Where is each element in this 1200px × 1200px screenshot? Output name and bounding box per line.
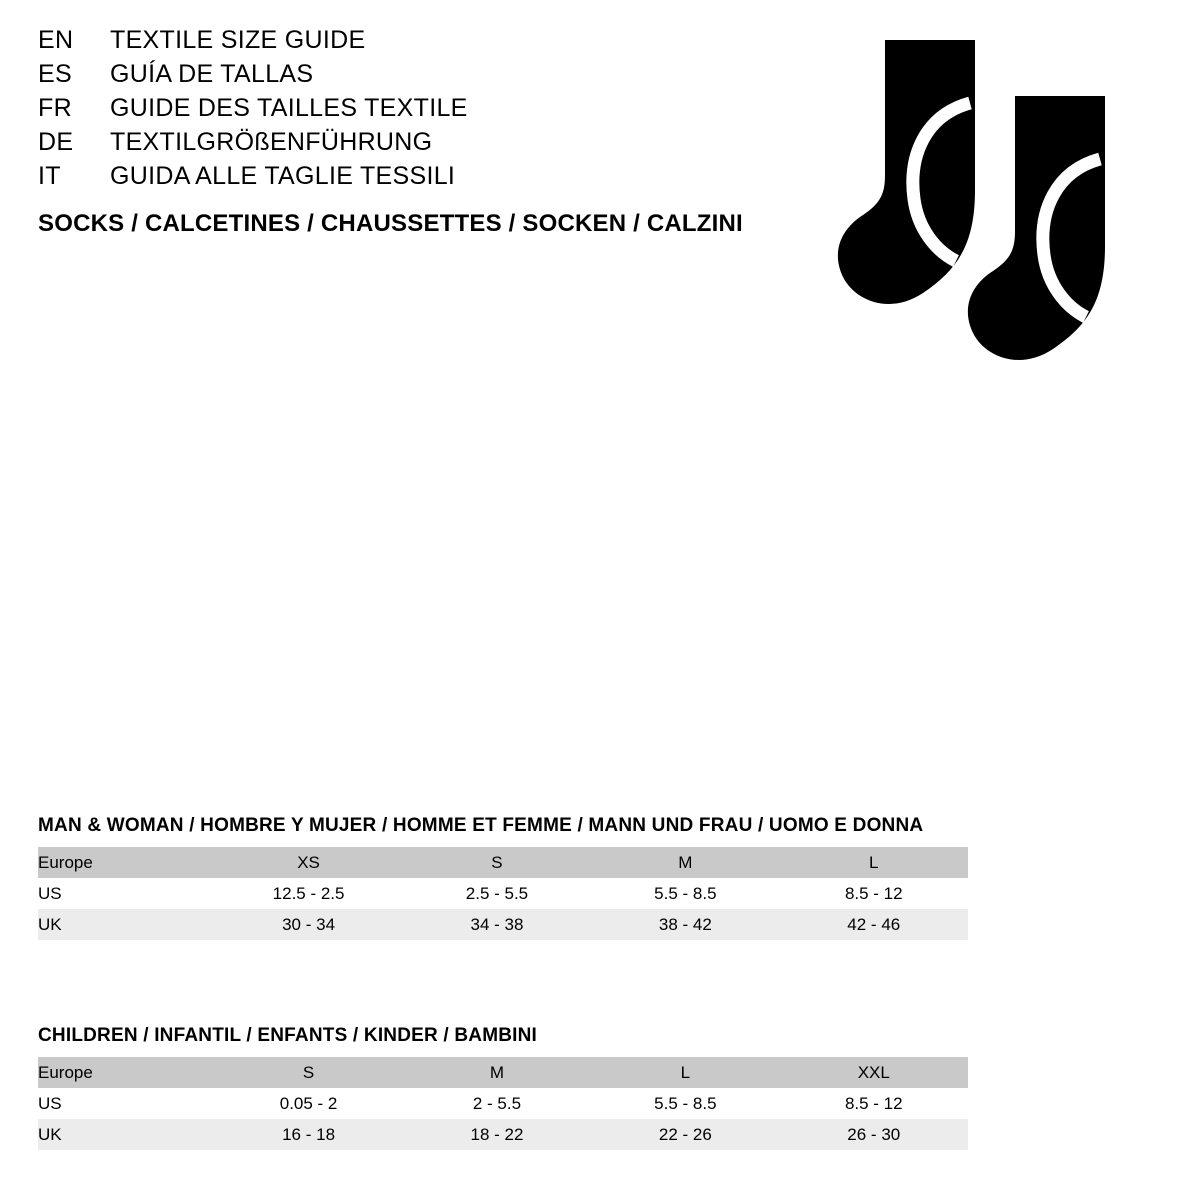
row-label: US bbox=[38, 1088, 214, 1119]
table-cell: S bbox=[214, 1057, 402, 1088]
table-cell: 12.5 - 2.5 bbox=[214, 878, 402, 909]
language-row bbox=[38, 164, 758, 189]
table-cell: 22 - 26 bbox=[591, 1119, 779, 1150]
language-text: TEXTILGRÖßENFÜHRUNG bbox=[110, 128, 433, 156]
table-cell: L bbox=[780, 847, 968, 878]
table-cell: 2 - 5.5 bbox=[403, 1088, 591, 1119]
table-cell: 8.5 - 12 bbox=[780, 878, 968, 909]
table-row bbox=[38, 1057, 968, 1088]
language-code: FR bbox=[38, 94, 72, 122]
table-cell: 0.05 - 2 bbox=[214, 1088, 402, 1119]
row-label: Europe bbox=[38, 847, 214, 878]
children-size-table bbox=[38, 1057, 968, 1150]
language-row bbox=[38, 62, 758, 87]
table-cell: 5.5 - 8.5 bbox=[591, 878, 779, 909]
table-cell: 2.5 - 5.5 bbox=[403, 878, 591, 909]
language-code: DE bbox=[38, 128, 74, 156]
table-cell: 18 - 22 bbox=[403, 1119, 591, 1150]
language-text: GUIDA ALLE TAGLIE TESSILI bbox=[110, 162, 456, 190]
language-code: IT bbox=[38, 162, 61, 190]
table-row bbox=[38, 878, 968, 909]
language-row bbox=[38, 28, 758, 53]
table-row bbox=[38, 909, 968, 940]
table-cell: 5.5 - 8.5 bbox=[591, 1088, 779, 1119]
table-row bbox=[38, 847, 968, 878]
children-section-title: CHILDREN / INFANTIL / ENFANTS / KINDER / BAMBINI bbox=[38, 1025, 538, 1046]
adult-section-title: MAN & WOMAN / HOMBRE Y MUJER / HOMME ET FEMME / MANN UND FRAU / UOMO E DONNA bbox=[38, 815, 924, 836]
row-label: Europe bbox=[38, 1057, 214, 1088]
language-row bbox=[38, 96, 758, 121]
table-cell: L bbox=[591, 1057, 779, 1088]
table-cell: 38 - 42 bbox=[591, 909, 779, 940]
language-header bbox=[38, 28, 758, 238]
table-cell: 30 - 34 bbox=[214, 909, 402, 940]
children-size-section bbox=[38, 1025, 968, 1150]
product-category-title: SOCKS / CALCETINES / CHAUSSETTES / SOCKEN / CALZINI bbox=[38, 210, 743, 237]
table-cell: M bbox=[403, 1057, 591, 1088]
row-label: US bbox=[38, 878, 214, 909]
row-label: UK bbox=[38, 1119, 214, 1150]
socks-pair-icon bbox=[810, 28, 1140, 368]
adult-size-section bbox=[38, 815, 968, 940]
socks-illustration bbox=[810, 28, 1140, 368]
table-row bbox=[38, 1119, 968, 1150]
language-text: GUIDE DES TAILLES TEXTILE bbox=[110, 94, 468, 122]
adult-size-table bbox=[38, 847, 968, 940]
table-cell: 16 - 18 bbox=[214, 1119, 402, 1150]
table-cell: XS bbox=[214, 847, 402, 878]
table-cell: 34 - 38 bbox=[403, 909, 591, 940]
language-code: ES bbox=[38, 60, 72, 88]
table-cell: M bbox=[591, 847, 779, 878]
table-row bbox=[38, 1088, 968, 1119]
table-cell: XXL bbox=[780, 1057, 968, 1088]
language-row bbox=[38, 130, 758, 155]
table-cell: 42 - 46 bbox=[780, 909, 968, 940]
language-text: GUÍA DE TALLAS bbox=[110, 60, 314, 88]
table-cell: S bbox=[403, 847, 591, 878]
language-code: EN bbox=[38, 26, 74, 54]
row-label: UK bbox=[38, 909, 214, 940]
table-cell: 26 - 30 bbox=[780, 1119, 968, 1150]
table-cell: 8.5 - 12 bbox=[780, 1088, 968, 1119]
language-text: TEXTILE SIZE GUIDE bbox=[110, 26, 366, 54]
